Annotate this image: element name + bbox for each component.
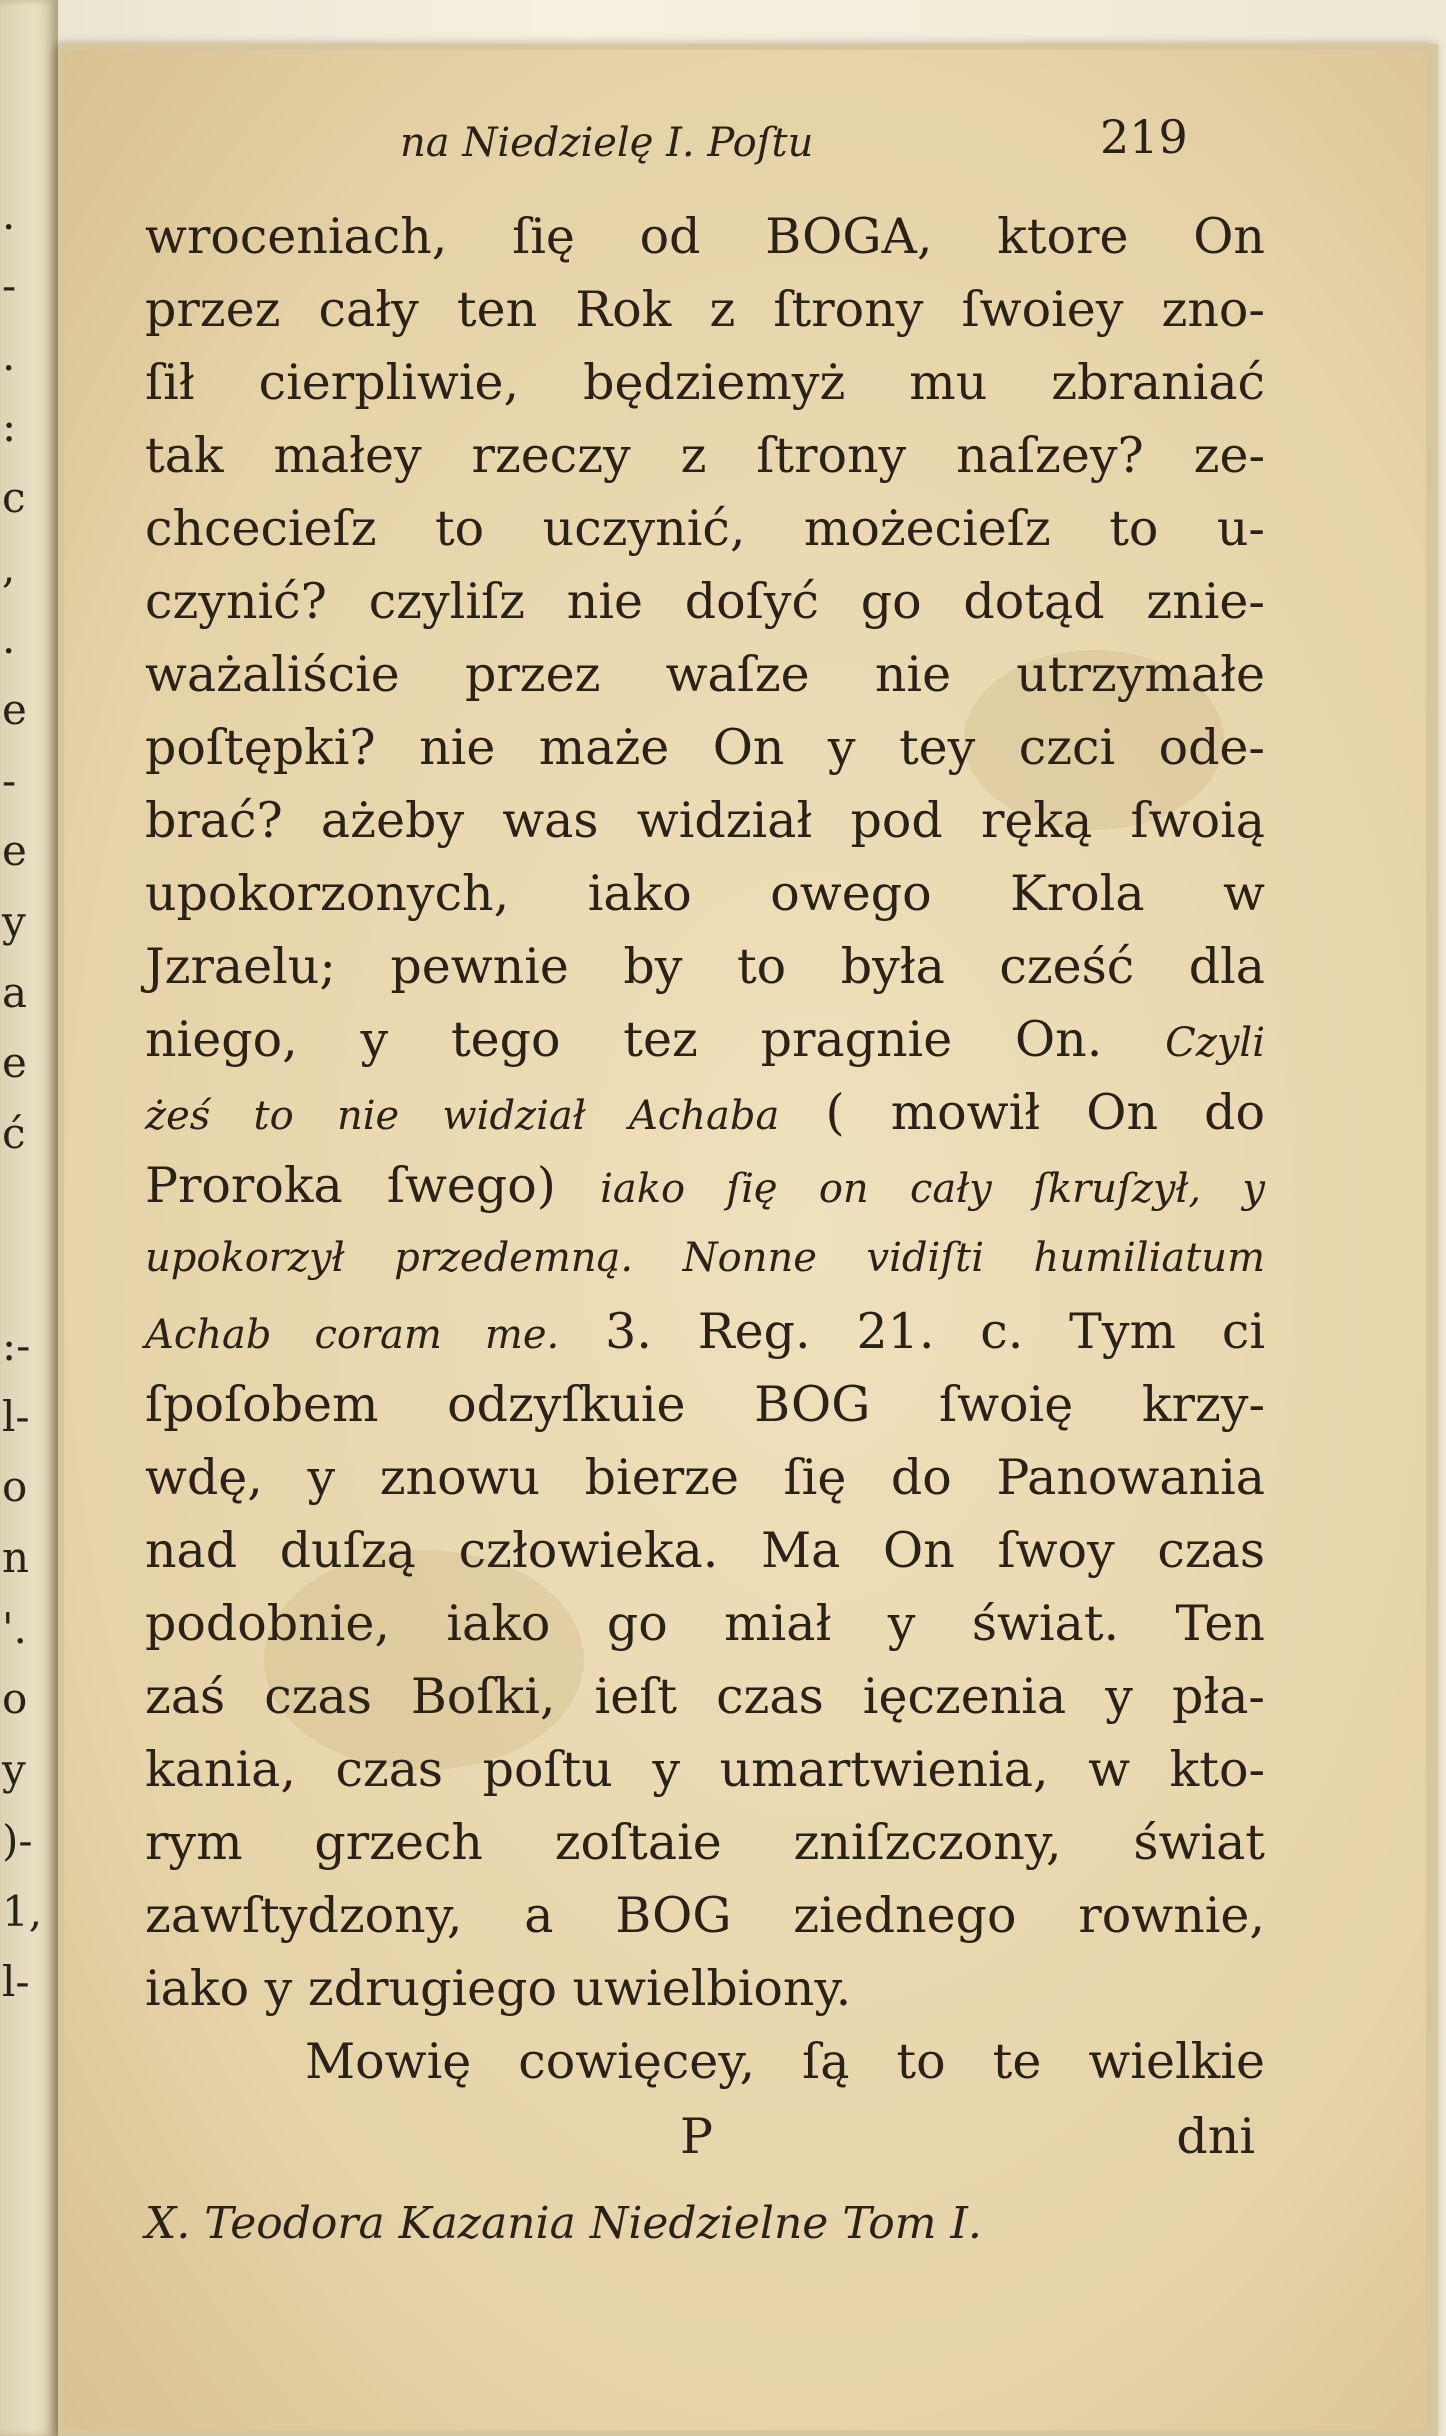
text-line: ważaliście przez waſze nie utrzymałe [145, 646, 1265, 703]
body-text [145, 200, 1265, 2098]
text-line: tak małey rzeczy z ſtrony naſzey? ze- [145, 427, 1265, 484]
text-line: upokorzonych, iako owego Krola w [145, 865, 1265, 922]
margin-fragment: '. [2, 1603, 27, 1653]
left-margin-fragments [2, 180, 54, 2018]
text-italic: Czyli [1165, 1020, 1266, 1066]
text-roman: ( mowił On do [825, 1084, 1266, 1141]
text-line: czynić? czyliſz nie doſyć go dotąd znie- [145, 573, 1265, 630]
margin-fragment: a [2, 967, 28, 1017]
margin-fragment: c [2, 472, 26, 522]
text-line: Jzraelu; pewnie by to była cześć dla [145, 938, 1265, 995]
text-line: ſił cierpliwie, będziemyż mu zbraniać [145, 354, 1265, 411]
margin-fragment: , [2, 543, 16, 593]
margin-fragment: e [2, 826, 27, 876]
margin-fragment: y [2, 1745, 26, 1795]
text-line [145, 1149, 1265, 1222]
text-line: zawſtydzony, a BOG ziednego rownie, [145, 1887, 1265, 1944]
margin-fragment: o [2, 1462, 28, 1512]
page-number: 219 [1100, 110, 1188, 164]
text-line: zaś czas Boſki, ieſt czas ięczenia y pła- [145, 1668, 1265, 1725]
signature-mark: P [680, 2108, 713, 2165]
margin-fragment: - [2, 260, 17, 310]
margin-fragment: e [2, 684, 27, 734]
margin-fragment: y [2, 896, 26, 946]
text-line: kania, czas poſtu y umartwienia, w kto- [145, 1741, 1265, 1798]
text-line: rym grzech zoſtaie zniſzczony, świat [145, 1814, 1265, 1871]
text-line: Mowię cowięcey, ſą to te wielkie [305, 2033, 1265, 2090]
text-line: iako y zdrugiego uwielbiony. [145, 1960, 852, 2017]
catchword: dni [1176, 2108, 1255, 2165]
margin-fragment: o [2, 1674, 28, 1724]
text-italic: żeś to nie widział Achaba [145, 1093, 780, 1139]
margin-fragment: e [2, 1038, 27, 1088]
text-roman: niego, y tego tez pragnie On. [145, 1011, 1103, 1068]
text-line [145, 1295, 1265, 1368]
text-line: poſtępki? nie maże On y tey czci ode- [145, 719, 1265, 776]
margin-fragment: l- [2, 1391, 30, 1441]
running-head: na Niedzielę I. Poſtu [400, 120, 814, 166]
margin-fragment: - [2, 755, 17, 805]
text-line: przez cały ten Rok z ſtrony ſwoiey zno- [145, 281, 1265, 338]
footer-title: X. Teodora Kazania Niedzielne Tom I. [145, 2198, 982, 2249]
margin-fragment [2, 1240, 54, 1311]
signature-row [145, 2108, 1265, 2168]
text-line: brać? ażeby was widział pod ręką ſwoią [145, 792, 1265, 849]
margin-fragment: :- [2, 1321, 31, 1370]
text-line: nad duſzą człowieka. Ma On ſwoy czas [145, 1522, 1265, 1579]
margin-fragment: ć [2, 1108, 26, 1158]
text-italic: Achab coram me. [145, 1312, 560, 1358]
text-line-italic: upokorzył przedemną. Nonne vidiſti humiliatum [145, 1235, 1265, 1281]
text-line [145, 1076, 1265, 1149]
text-italic: iako ſię on cały ſkruſzył, y [600, 1166, 1266, 1212]
margin-fragment: . [2, 190, 16, 239]
margin-fragment [2, 1170, 54, 1241]
text-line: wroceniach, ſię od BOGA, ktore On [145, 208, 1265, 265]
text-line [145, 1003, 1265, 1076]
text-roman: Proroka ſwego) [145, 1157, 556, 1214]
text-line: podobnie, iako go miał y świat. Ten [145, 1595, 1265, 1652]
margin-fragment: l- [2, 1957, 30, 2007]
margin-fragment: )- [2, 1815, 33, 1865]
text-line: chcecieſz to uczynić, możecieſz to u- [145, 500, 1265, 557]
text-line: wdę, y znowu bierze ſię do Panowania [145, 1449, 1265, 1506]
margin-fragment: 1, [2, 1886, 43, 1936]
left-page-edge [0, 0, 58, 2436]
text-roman: 3. Reg. 21. c. Tym ci [605, 1303, 1266, 1360]
text-line: ſpoſobem odzyſkuie BOG ſwoię krzy- [145, 1376, 1265, 1433]
margin-fragment: : [2, 402, 17, 452]
margin-fragment: . [2, 331, 16, 381]
margin-fragment: . [2, 614, 16, 664]
margin-fragment: n [2, 1533, 30, 1583]
